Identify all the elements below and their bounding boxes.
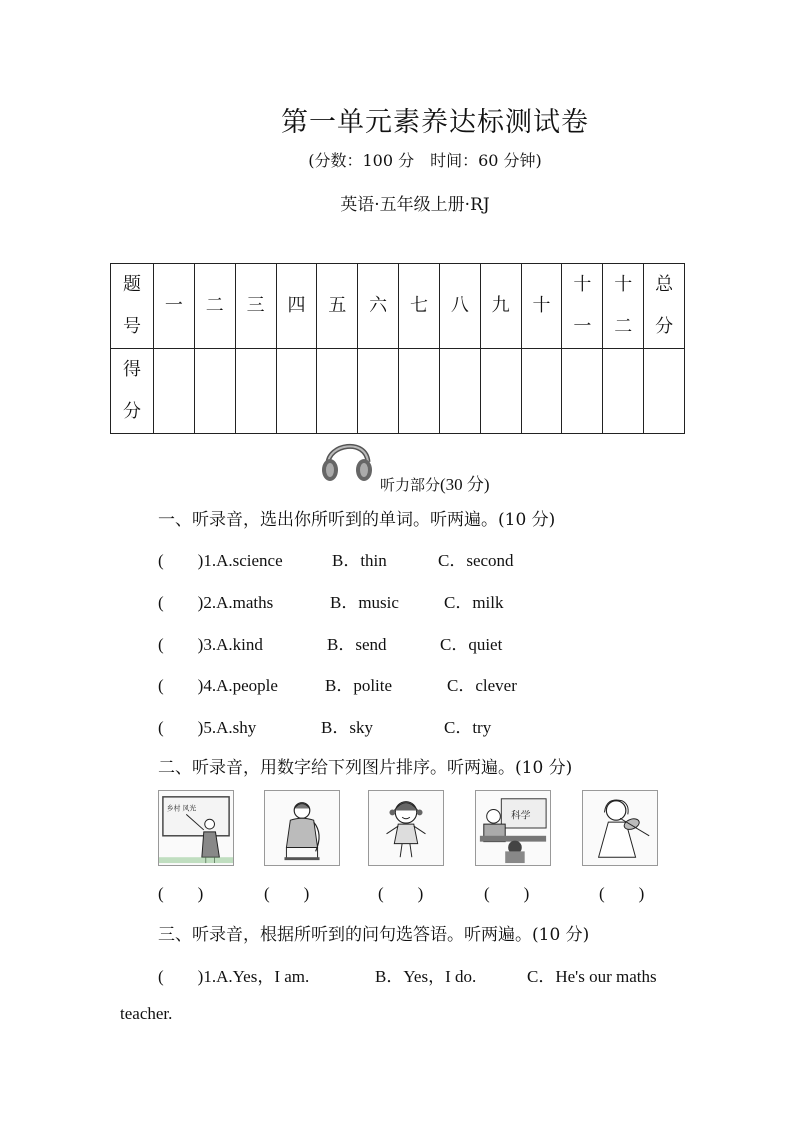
q3-option-c: C．quiet xyxy=(440,635,503,654)
score-cell[interactable] xyxy=(235,349,276,434)
header-cell: 四 xyxy=(276,264,317,349)
q1-option-b: B．thin xyxy=(332,551,387,570)
listening-label: 听力部分 xyxy=(380,476,441,494)
q4-option-a: ( )4.A.people xyxy=(158,676,278,695)
score-cell[interactable] xyxy=(317,349,358,434)
header-cell: 七 xyxy=(399,264,440,349)
score-cell[interactable] xyxy=(439,349,480,434)
row-label-question-number: 题 号 xyxy=(111,264,154,349)
header-cell-11: 十 一 xyxy=(562,264,603,349)
row-label-score: 得 分 xyxy=(111,349,154,434)
score-cell[interactable] xyxy=(358,349,399,434)
listening-points: (30 分) xyxy=(440,475,490,494)
score-cell[interactable] xyxy=(399,349,440,434)
answer-blank-3[interactable]: ( ) xyxy=(378,884,424,903)
section-2-heading: 二、听录音，用数字给下列图片排序。听两遍。(10 分) xyxy=(158,758,573,778)
subject-line: 英语·五年级上册·RJ xyxy=(340,195,490,215)
picture-science-class xyxy=(475,790,551,866)
page-title: 第一单元素养达标测试卷 xyxy=(281,107,589,138)
q4-option-c: C．clever xyxy=(447,676,517,695)
s3-q1-option-b: B．Yes，I do. xyxy=(375,967,477,986)
answer-blank-1[interactable]: ( ) xyxy=(158,884,204,903)
picture-smiling-girl xyxy=(368,790,444,866)
header-cell: 六 xyxy=(358,264,399,349)
header-cell: 二 xyxy=(194,264,235,349)
q4-option-b: B．polite xyxy=(325,676,393,695)
q1-option-c: C．second xyxy=(438,551,514,570)
answer-blank-2[interactable]: ( ) xyxy=(264,884,310,903)
score-cell[interactable] xyxy=(644,349,685,434)
header-cell-total: 总 分 xyxy=(644,264,685,349)
score-cell[interactable] xyxy=(562,349,603,434)
listening-part-label xyxy=(380,470,490,495)
answer-blank-4[interactable]: ( ) xyxy=(484,884,530,903)
score-cell[interactable] xyxy=(276,349,317,434)
header-cell: 九 xyxy=(480,264,521,349)
section-3-heading: 三、听录音，根据所听到的问句选答语。听两遍。(10 分) xyxy=(158,925,590,945)
picture-teacher-blackboard xyxy=(158,790,234,866)
q2-option-a: ( )2.A.maths xyxy=(158,593,274,612)
score-cell[interactable] xyxy=(603,349,644,434)
score-table-score-row xyxy=(111,349,685,434)
q5-option-c: C．try xyxy=(444,718,492,737)
picture-grandmother-chair xyxy=(264,790,340,866)
answer-blank-5[interactable]: ( ) xyxy=(599,884,645,903)
q2-option-b: B．music xyxy=(330,593,399,612)
s3-q1-option-c: C．He's our maths xyxy=(527,967,657,986)
blackboard-text: 乡村 风光 xyxy=(166,804,197,813)
header-cell: 三 xyxy=(235,264,276,349)
score-cell[interactable] xyxy=(521,349,562,434)
score-cell[interactable] xyxy=(480,349,521,434)
score-table-header-row xyxy=(111,264,685,349)
score-cell[interactable] xyxy=(194,349,235,434)
s3-q1-option-a: ( )1.A.Yes，I am. xyxy=(158,967,310,986)
science-sign-text: 科学 xyxy=(511,810,531,822)
header-cell: 十 xyxy=(521,264,562,349)
q3-option-b: B．send xyxy=(327,635,387,654)
header-cell: 八 xyxy=(439,264,480,349)
s3-q1-option-c-continued: teacher. xyxy=(120,1004,173,1023)
exam-info: (分数：100 分 时间：60 分钟) xyxy=(308,151,542,170)
header-cell: 一 xyxy=(154,264,195,349)
header-cell: 五 xyxy=(317,264,358,349)
headphones-icon xyxy=(318,430,376,488)
q2-option-c: C．milk xyxy=(444,593,504,612)
picture-violin-girl xyxy=(582,790,658,866)
q1-option-a: ( )1.A.science xyxy=(158,551,283,570)
q5-option-b: B．sky xyxy=(321,718,373,737)
q3-option-a: ( )3.A.kind xyxy=(158,635,263,654)
score-cell[interactable] xyxy=(154,349,195,434)
score-table xyxy=(110,263,685,434)
header-cell-12: 十 二 xyxy=(603,264,644,349)
section-1-heading: 一、听录音，选出你所听到的单词。听两遍。(10 分) xyxy=(158,510,556,530)
q5-option-a: ( )5.A.shy xyxy=(158,718,257,737)
